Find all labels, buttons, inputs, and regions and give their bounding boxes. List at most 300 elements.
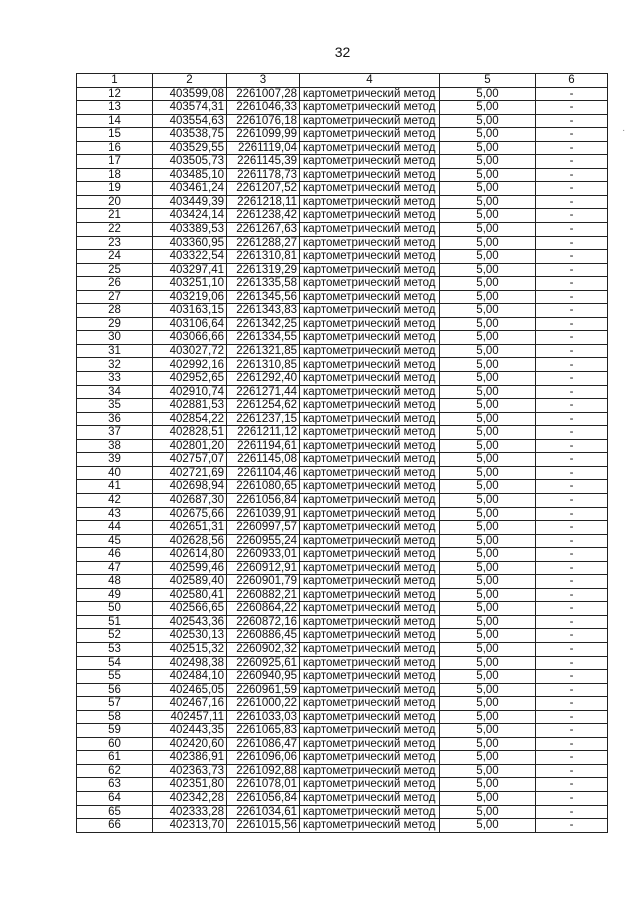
- method-cell: картометрический метод: [300, 670, 440, 684]
- y-coordinate-cell: 2261342,25: [227, 317, 300, 331]
- y-coordinate-cell: 2261015,56: [227, 819, 300, 833]
- point-number-cell: 19: [77, 182, 153, 196]
- point-number-cell: 32: [77, 358, 153, 372]
- accuracy-cell: 5,00: [440, 521, 536, 535]
- page-number: 32: [334, 44, 351, 60]
- method-cell: картометрический метод: [300, 453, 440, 467]
- accuracy-cell: 5,00: [440, 656, 536, 670]
- method-cell: картометрический метод: [300, 588, 440, 602]
- accuracy-cell: 5,00: [440, 791, 536, 805]
- table-row: [77, 128, 608, 142]
- x-coordinate-cell: 402599,46: [153, 561, 227, 575]
- table-row: [77, 534, 608, 548]
- accuracy-cell: 5,00: [440, 764, 536, 778]
- point-number-cell: 39: [77, 453, 153, 467]
- x-coordinate-cell: 402386,91: [153, 751, 227, 765]
- method-cell: картометрический метод: [300, 195, 440, 209]
- table-row: [77, 737, 608, 751]
- table-row: [77, 493, 608, 507]
- x-coordinate-cell: 402687,30: [153, 493, 227, 507]
- accuracy-cell: 5,00: [440, 263, 536, 277]
- point-number-cell: 38: [77, 439, 153, 453]
- y-coordinate-cell: 2261056,84: [227, 791, 300, 805]
- method-cell: картометрический метод: [300, 710, 440, 724]
- x-coordinate-cell: 403505,73: [153, 155, 227, 169]
- point-number-cell: 54: [77, 656, 153, 670]
- y-coordinate-cell: 2261104,46: [227, 466, 300, 480]
- description-cell: -: [536, 602, 608, 616]
- description-cell: -: [536, 141, 608, 155]
- x-coordinate-cell: 402484,10: [153, 670, 227, 684]
- method-cell: картометрический метод: [300, 344, 440, 358]
- description-cell: -: [536, 656, 608, 670]
- point-number-cell: 56: [77, 683, 153, 697]
- description-cell: -: [536, 697, 608, 711]
- accuracy-cell: 5,00: [440, 358, 536, 372]
- point-number-cell: 21: [77, 209, 153, 223]
- table-row: [77, 372, 608, 386]
- description-cell: -: [536, 304, 608, 318]
- description-cell: -: [536, 724, 608, 738]
- point-number-cell: 26: [77, 277, 153, 291]
- method-cell: картометрический метод: [300, 155, 440, 169]
- y-coordinate-cell: 2261271,44: [227, 385, 300, 399]
- column-header-5: 5: [440, 74, 536, 88]
- description-cell: -: [536, 778, 608, 792]
- y-coordinate-cell: 2261321,85: [227, 344, 300, 358]
- y-coordinate-cell: 2261334,55: [227, 331, 300, 345]
- method-cell: картометрический метод: [300, 805, 440, 819]
- method-cell: картометрический метод: [300, 534, 440, 548]
- description-cell: -: [536, 331, 608, 345]
- table-body: [77, 87, 608, 832]
- x-coordinate-cell: 402757,07: [153, 453, 227, 467]
- y-coordinate-cell: 2261080,65: [227, 480, 300, 494]
- y-coordinate-cell: 2261292,40: [227, 372, 300, 386]
- accuracy-cell: 5,00: [440, 697, 536, 711]
- y-coordinate-cell: 2261267,63: [227, 223, 300, 237]
- table-row: [77, 724, 608, 738]
- x-coordinate-cell: 402854,22: [153, 412, 227, 426]
- point-number-cell: 18: [77, 168, 153, 182]
- method-cell: картометрический метод: [300, 182, 440, 196]
- description-cell: -: [536, 642, 608, 656]
- accuracy-cell: 5,00: [440, 480, 536, 494]
- y-coordinate-cell: 2261046,33: [227, 101, 300, 115]
- table-row: [77, 805, 608, 819]
- method-cell: картометрический метод: [300, 466, 440, 480]
- table-row: [77, 385, 608, 399]
- method-cell: картометрический метод: [300, 399, 440, 413]
- accuracy-cell: 5,00: [440, 304, 536, 318]
- description-cell: -: [536, 114, 608, 128]
- x-coordinate-cell: 402881,53: [153, 399, 227, 413]
- point-number-cell: 52: [77, 629, 153, 643]
- description-cell: -: [536, 87, 608, 101]
- method-cell: картометрический метод: [300, 615, 440, 629]
- y-coordinate-cell: 2261007,28: [227, 87, 300, 101]
- point-number-cell: 31: [77, 344, 153, 358]
- x-coordinate-cell: 402443,35: [153, 724, 227, 738]
- y-coordinate-cell: 2261288,27: [227, 236, 300, 250]
- point-number-cell: 53: [77, 642, 153, 656]
- description-cell: -: [536, 399, 608, 413]
- table-row: [77, 602, 608, 616]
- accuracy-cell: 5,00: [440, 642, 536, 656]
- column-header-1: 1: [77, 74, 153, 88]
- accuracy-cell: 5,00: [440, 737, 536, 751]
- description-cell: -: [536, 575, 608, 589]
- accuracy-cell: 5,00: [440, 615, 536, 629]
- description-cell: -: [536, 588, 608, 602]
- method-cell: картометрический метод: [300, 223, 440, 237]
- accuracy-cell: 5,00: [440, 290, 536, 304]
- accuracy-cell: 5,00: [440, 236, 536, 250]
- method-cell: картометрический метод: [300, 507, 440, 521]
- accuracy-cell: 5,00: [440, 466, 536, 480]
- x-coordinate-cell: 402651,31: [153, 521, 227, 535]
- accuracy-cell: 5,00: [440, 778, 536, 792]
- method-cell: картометрический метод: [300, 304, 440, 318]
- x-coordinate-cell: 402530,13: [153, 629, 227, 643]
- x-coordinate-cell: 402333,28: [153, 805, 227, 819]
- method-cell: картометрический метод: [300, 263, 440, 277]
- table-row: [77, 223, 608, 237]
- y-coordinate-cell: 2260882,21: [227, 588, 300, 602]
- method-cell: картометрический метод: [300, 656, 440, 670]
- table-row: [77, 629, 608, 643]
- table-row: [77, 575, 608, 589]
- description-cell: -: [536, 534, 608, 548]
- y-coordinate-cell: 2261096,06: [227, 751, 300, 765]
- description-cell: -: [536, 223, 608, 237]
- y-coordinate-cell: 2261056,84: [227, 493, 300, 507]
- accuracy-cell: 5,00: [440, 534, 536, 548]
- x-coordinate-cell: 402580,41: [153, 588, 227, 602]
- y-coordinate-cell: 2260912,91: [227, 561, 300, 575]
- accuracy-cell: 5,00: [440, 168, 536, 182]
- point-number-cell: 23: [77, 236, 153, 250]
- accuracy-cell: 5,00: [440, 493, 536, 507]
- x-coordinate-cell: 402566,65: [153, 602, 227, 616]
- coordinates-table: [76, 73, 608, 833]
- point-number-cell: 33: [77, 372, 153, 386]
- accuracy-cell: 5,00: [440, 629, 536, 643]
- method-cell: картометрический метод: [300, 778, 440, 792]
- point-number-cell: 35: [77, 399, 153, 413]
- accuracy-cell: 5,00: [440, 209, 536, 223]
- description-cell: -: [536, 168, 608, 182]
- description-cell: -: [536, 480, 608, 494]
- method-cell: картометрический метод: [300, 521, 440, 535]
- accuracy-cell: 5,00: [440, 751, 536, 765]
- point-number-cell: 59: [77, 724, 153, 738]
- accuracy-cell: 5,00: [440, 412, 536, 426]
- description-cell: -: [536, 521, 608, 535]
- y-coordinate-cell: 2261119,04: [227, 141, 300, 155]
- point-number-cell: 37: [77, 426, 153, 440]
- x-coordinate-cell: 403389,53: [153, 223, 227, 237]
- table-row: [77, 331, 608, 345]
- description-cell: -: [536, 819, 608, 833]
- y-coordinate-cell: 2261238,42: [227, 209, 300, 223]
- accuracy-cell: 5,00: [440, 602, 536, 616]
- point-number-cell: 66: [77, 819, 153, 833]
- accuracy-cell: 5,00: [440, 426, 536, 440]
- table-row: [77, 87, 608, 101]
- table-row: [77, 588, 608, 602]
- point-number-cell: 45: [77, 534, 153, 548]
- table-row: [77, 791, 608, 805]
- table-row: [77, 615, 608, 629]
- table-row: [77, 751, 608, 765]
- method-cell: картометрический метод: [300, 724, 440, 738]
- x-coordinate-cell: 402828,51: [153, 426, 227, 440]
- method-cell: картометрический метод: [300, 331, 440, 345]
- y-coordinate-cell: 2261086,47: [227, 737, 300, 751]
- y-coordinate-cell: 2261099,99: [227, 128, 300, 142]
- table-row: [77, 548, 608, 562]
- x-coordinate-cell: 403485,10: [153, 168, 227, 182]
- x-coordinate-cell: 403360,95: [153, 236, 227, 250]
- y-coordinate-cell: 2261211,12: [227, 426, 300, 440]
- column-header-4: 4: [300, 74, 440, 88]
- point-number-cell: 55: [77, 670, 153, 684]
- description-cell: -: [536, 453, 608, 467]
- table-header-row: [77, 74, 608, 88]
- x-coordinate-cell: 403554,63: [153, 114, 227, 128]
- point-number-cell: 13: [77, 101, 153, 115]
- table-row: [77, 466, 608, 480]
- x-coordinate-cell: 402675,66: [153, 507, 227, 521]
- accuracy-cell: 5,00: [440, 372, 536, 386]
- description-cell: -: [536, 101, 608, 115]
- x-coordinate-cell: 403599,08: [153, 87, 227, 101]
- y-coordinate-cell: 2261076,18: [227, 114, 300, 128]
- table-row: [77, 521, 608, 535]
- x-coordinate-cell: 403106,64: [153, 317, 227, 331]
- x-coordinate-cell: 403297,41: [153, 263, 227, 277]
- table-row: [77, 764, 608, 778]
- y-coordinate-cell: 2261194,61: [227, 439, 300, 453]
- table-row: [77, 101, 608, 115]
- point-number-cell: 30: [77, 331, 153, 345]
- accuracy-cell: 5,00: [440, 128, 536, 142]
- y-coordinate-cell: 2260940,95: [227, 670, 300, 684]
- point-number-cell: 64: [77, 791, 153, 805]
- method-cell: картометрический метод: [300, 764, 440, 778]
- method-cell: картометрический метод: [300, 683, 440, 697]
- table-row: [77, 453, 608, 467]
- y-coordinate-cell: 2260955,24: [227, 534, 300, 548]
- y-coordinate-cell: 2260872,16: [227, 615, 300, 629]
- x-coordinate-cell: 402465,05: [153, 683, 227, 697]
- description-cell: -: [536, 236, 608, 250]
- table-row: [77, 778, 608, 792]
- description-cell: -: [536, 805, 608, 819]
- point-number-cell: 65: [77, 805, 153, 819]
- accuracy-cell: 5,00: [440, 439, 536, 453]
- method-cell: картометрический метод: [300, 168, 440, 182]
- method-cell: картометрический метод: [300, 250, 440, 264]
- table-row: [77, 507, 608, 521]
- x-coordinate-cell: 403461,24: [153, 182, 227, 196]
- description-cell: -: [536, 710, 608, 724]
- point-number-cell: 15: [77, 128, 153, 142]
- accuracy-cell: 5,00: [440, 87, 536, 101]
- accuracy-cell: 5,00: [440, 277, 536, 291]
- method-cell: картометрический метод: [300, 493, 440, 507]
- point-number-cell: 61: [77, 751, 153, 765]
- x-coordinate-cell: 402313,70: [153, 819, 227, 833]
- point-number-cell: 16: [77, 141, 153, 155]
- y-coordinate-cell: 2261078,01: [227, 778, 300, 792]
- description-cell: -: [536, 128, 608, 142]
- method-cell: картометрический метод: [300, 439, 440, 453]
- table-row: [77, 290, 608, 304]
- method-cell: картометрический метод: [300, 87, 440, 101]
- y-coordinate-cell: 2260864,22: [227, 602, 300, 616]
- description-cell: -: [536, 548, 608, 562]
- x-coordinate-cell: 402589,40: [153, 575, 227, 589]
- table-row: [77, 683, 608, 697]
- method-cell: картометрический метод: [300, 697, 440, 711]
- y-coordinate-cell: 2261033,03: [227, 710, 300, 724]
- y-coordinate-cell: 2261034,61: [227, 805, 300, 819]
- margin-mark: ·: [622, 125, 626, 136]
- method-cell: картометрический метод: [300, 751, 440, 765]
- x-coordinate-cell: 403251,10: [153, 277, 227, 291]
- method-cell: картометрический метод: [300, 548, 440, 562]
- x-coordinate-cell: 402543,36: [153, 615, 227, 629]
- table-row: [77, 168, 608, 182]
- description-cell: -: [536, 250, 608, 264]
- description-cell: -: [536, 277, 608, 291]
- accuracy-cell: 5,00: [440, 344, 536, 358]
- point-number-cell: 43: [77, 507, 153, 521]
- method-cell: картометрический метод: [300, 629, 440, 643]
- table-row: [77, 439, 608, 453]
- accuracy-cell: 5,00: [440, 223, 536, 237]
- point-number-cell: 29: [77, 317, 153, 331]
- x-coordinate-cell: 402910,74: [153, 385, 227, 399]
- table-row: [77, 819, 608, 833]
- table-row: [77, 304, 608, 318]
- accuracy-cell: 5,00: [440, 670, 536, 684]
- x-coordinate-cell: 402801,20: [153, 439, 227, 453]
- method-cell: картометрический метод: [300, 561, 440, 575]
- method-cell: картометрический метод: [300, 480, 440, 494]
- description-cell: -: [536, 615, 608, 629]
- x-coordinate-cell: 402515,32: [153, 642, 227, 656]
- point-number-cell: 63: [77, 778, 153, 792]
- column-header-2: 2: [153, 74, 227, 88]
- x-coordinate-cell: 403574,31: [153, 101, 227, 115]
- method-cell: картометрический метод: [300, 642, 440, 656]
- description-cell: -: [536, 263, 608, 277]
- accuracy-cell: 5,00: [440, 819, 536, 833]
- description-cell: -: [536, 195, 608, 209]
- method-cell: картометрический метод: [300, 372, 440, 386]
- column-header-6: 6: [536, 74, 608, 88]
- method-cell: картометрический метод: [300, 385, 440, 399]
- y-coordinate-cell: 2261345,56: [227, 290, 300, 304]
- description-cell: -: [536, 791, 608, 805]
- method-cell: картометрический метод: [300, 358, 440, 372]
- x-coordinate-cell: 402467,16: [153, 697, 227, 711]
- description-cell: -: [536, 466, 608, 480]
- x-coordinate-cell: 402457,11: [153, 710, 227, 724]
- x-coordinate-cell: 402992,16: [153, 358, 227, 372]
- method-cell: картометрический метод: [300, 317, 440, 331]
- accuracy-cell: 5,00: [440, 710, 536, 724]
- table-row: [77, 697, 608, 711]
- method-cell: картометрический метод: [300, 737, 440, 751]
- accuracy-cell: 5,00: [440, 683, 536, 697]
- y-coordinate-cell: 2261065,83: [227, 724, 300, 738]
- point-number-cell: 51: [77, 615, 153, 629]
- x-coordinate-cell: 402721,69: [153, 466, 227, 480]
- y-coordinate-cell: 2261145,08: [227, 453, 300, 467]
- table-row: [77, 412, 608, 426]
- table-row: [77, 263, 608, 277]
- description-cell: -: [536, 764, 608, 778]
- y-coordinate-cell: 2261000,22: [227, 697, 300, 711]
- description-cell: -: [536, 507, 608, 521]
- point-number-cell: 58: [77, 710, 153, 724]
- x-coordinate-cell: 403027,72: [153, 344, 227, 358]
- accuracy-cell: 5,00: [440, 317, 536, 331]
- point-number-cell: 14: [77, 114, 153, 128]
- point-number-cell: 25: [77, 263, 153, 277]
- point-number-cell: 17: [77, 155, 153, 169]
- table-row: [77, 480, 608, 494]
- table-row: [77, 236, 608, 250]
- method-cell: картометрический метод: [300, 791, 440, 805]
- x-coordinate-cell: 402628,56: [153, 534, 227, 548]
- y-coordinate-cell: 2260901,79: [227, 575, 300, 589]
- x-coordinate-cell: 402952,65: [153, 372, 227, 386]
- description-cell: -: [536, 561, 608, 575]
- y-coordinate-cell: 2261310,85: [227, 358, 300, 372]
- y-coordinate-cell: 2261178,73: [227, 168, 300, 182]
- x-coordinate-cell: 403163,15: [153, 304, 227, 318]
- accuracy-cell: 5,00: [440, 805, 536, 819]
- accuracy-cell: 5,00: [440, 561, 536, 575]
- point-number-cell: 20: [77, 195, 153, 209]
- accuracy-cell: 5,00: [440, 195, 536, 209]
- x-coordinate-cell: 403424,14: [153, 209, 227, 223]
- table-row: [77, 670, 608, 684]
- accuracy-cell: 5,00: [440, 453, 536, 467]
- y-coordinate-cell: 2261092,88: [227, 764, 300, 778]
- table-row: [77, 155, 608, 169]
- table-row: [77, 277, 608, 291]
- description-cell: -: [536, 439, 608, 453]
- description-cell: -: [536, 493, 608, 507]
- x-coordinate-cell: 403529,55: [153, 141, 227, 155]
- point-number-cell: 46: [77, 548, 153, 562]
- accuracy-cell: 5,00: [440, 575, 536, 589]
- table-row: [77, 182, 608, 196]
- point-number-cell: 40: [77, 466, 153, 480]
- point-number-cell: 47: [77, 561, 153, 575]
- accuracy-cell: 5,00: [440, 182, 536, 196]
- y-coordinate-cell: 2260961,59: [227, 683, 300, 697]
- y-coordinate-cell: 2260925,61: [227, 656, 300, 670]
- y-coordinate-cell: 2261237,15: [227, 412, 300, 426]
- x-coordinate-cell: 402351,80: [153, 778, 227, 792]
